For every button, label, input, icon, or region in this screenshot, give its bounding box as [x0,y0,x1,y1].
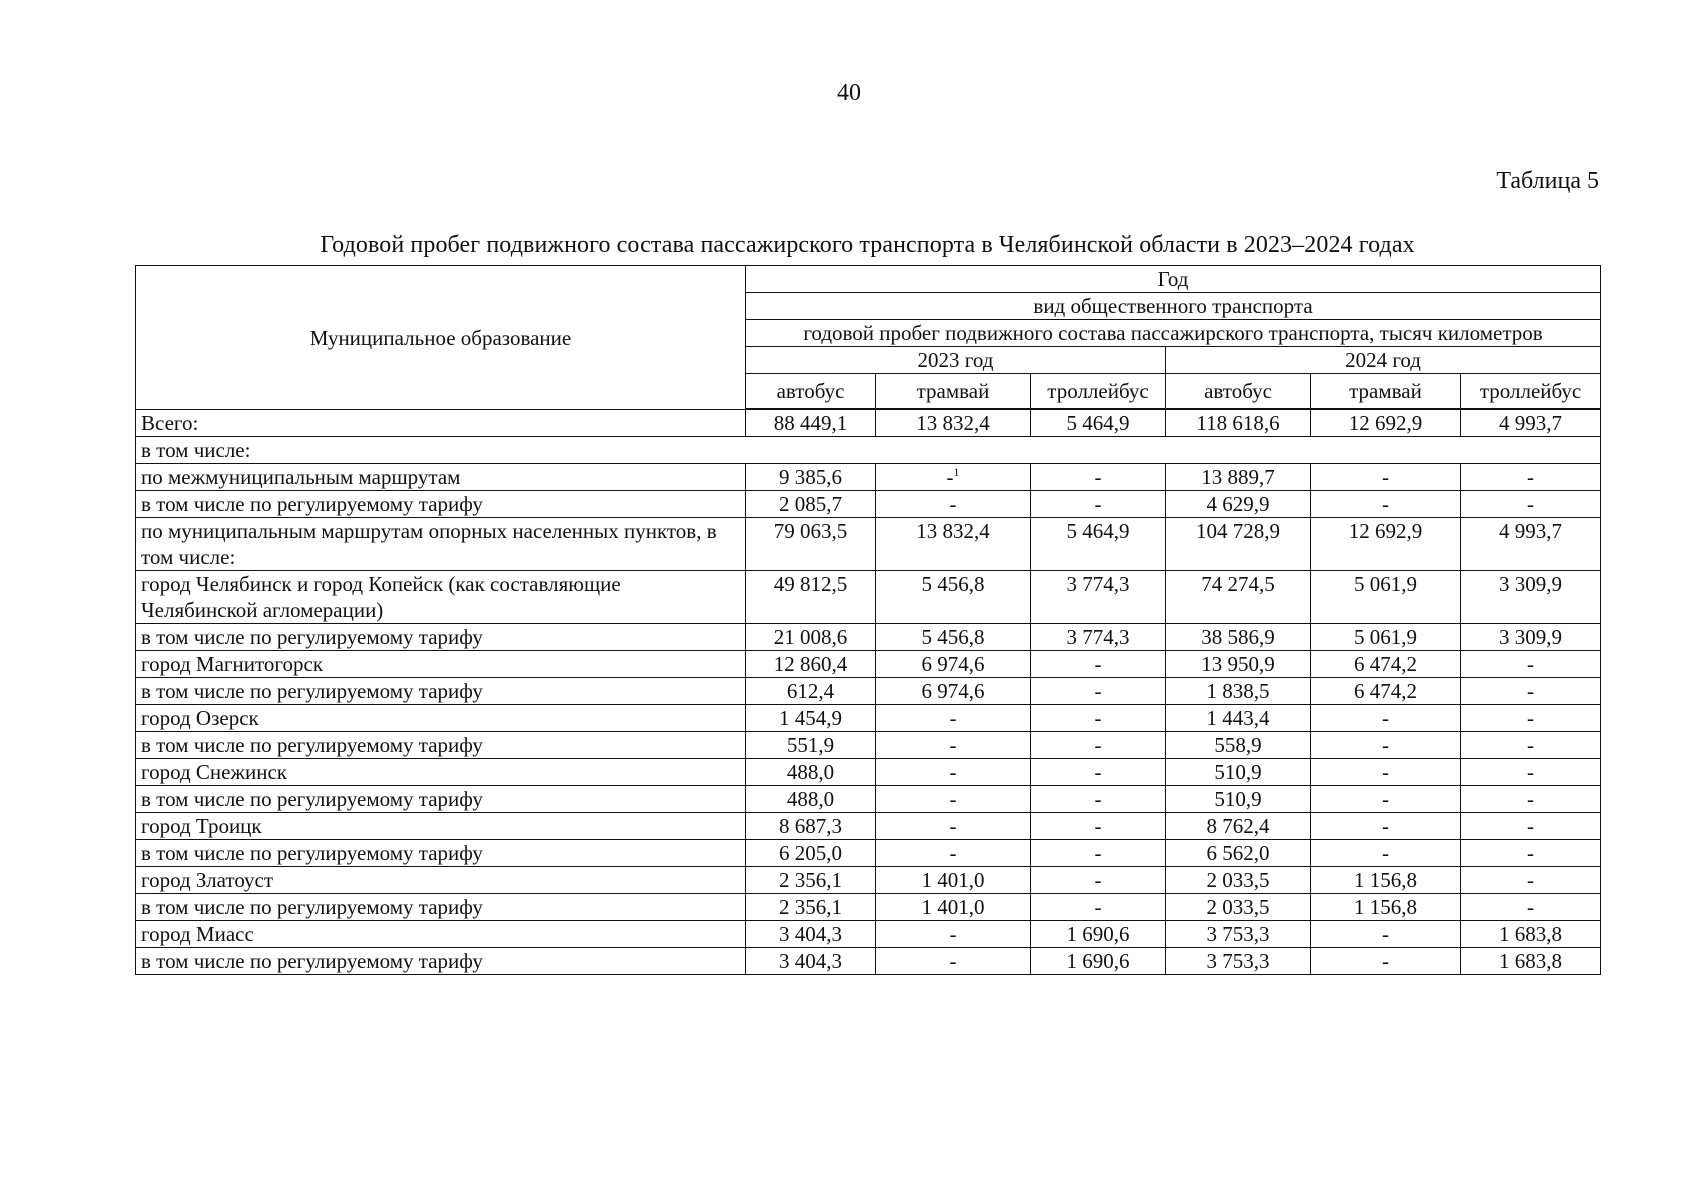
header-row-year [136,266,1601,293]
cell-value: - [1382,841,1389,865]
value-cell [876,705,1031,732]
cell-value: - [949,787,957,811]
value-cell [1461,921,1601,948]
table-row [136,678,1601,705]
cell-value: - [1527,760,1535,784]
table-row [136,491,1601,518]
value-cell [1031,410,1166,437]
cell-value: 612,4 [786,679,835,703]
value-cell [746,867,876,894]
value-cell [876,948,1031,975]
value-cell [876,678,1031,705]
row-label: город Снежинск [136,759,746,786]
cell-value: 6 562,0 [1206,841,1270,865]
cell-value: 510,9 [1214,760,1262,784]
cell-value: - [1382,706,1389,730]
cell-value: 1 690,6 [1066,922,1130,946]
value-cell [1461,410,1601,437]
cell-value: 3 774,3 [1066,625,1130,649]
table-label: Таблица 5 [1496,168,1599,194]
cell-value: - [1527,492,1535,516]
cell-value: 1 156,8 [1354,868,1417,892]
value-cell [1031,840,1166,867]
value-cell [876,491,1031,518]
cell-value: - [1527,679,1535,703]
cell-value: 118 618,6 [1196,411,1280,435]
cell-value: 8 762,4 [1206,814,1270,838]
value-cell [1461,491,1601,518]
cell-value: 558,9 [1214,733,1262,757]
cell-value: - [1527,841,1535,865]
value-cell [1461,678,1601,705]
cell-value: 38 586,9 [1201,625,1275,649]
cell-value: 6 474,2 [1354,652,1417,676]
cell-value: 1 683,8 [1499,922,1563,946]
cell-value: - [949,841,957,865]
value-cell [746,518,876,571]
cell-value: 1 156,8 [1354,895,1417,919]
value-cell [876,651,1031,678]
cell-value: 13 832,4 [916,411,990,435]
value-cell [1166,786,1311,813]
value-cell [746,705,876,732]
cell-value: - [1527,814,1535,838]
cell-value: - [1382,760,1389,784]
cell-value: 9 385,6 [779,465,842,489]
value-cell [876,571,1031,624]
cell-value: - [1094,841,1102,865]
value-cell [1031,813,1166,840]
value-cell [876,624,1031,651]
value-cell [746,840,876,867]
cell-value: 49 812,5 [773,572,848,596]
cell-value: 1 454,9 [779,706,842,730]
table-row [136,410,1601,437]
value-cell [1031,894,1166,921]
cell-value: 2 033,5 [1206,895,1270,919]
cell-value: 2 033,5 [1206,868,1270,892]
value-cell [876,840,1031,867]
value-cell [746,786,876,813]
cell-value: - [1382,733,1389,757]
header-vehicle-bus-2023: автобус [746,374,876,409]
value-cell [1166,491,1311,518]
cell-value: 6 974,6 [921,652,985,676]
value-cell [876,518,1031,571]
cell-value: 13 889,7 [1201,465,1275,489]
value-cell [1031,464,1166,491]
value-cell [1031,651,1166,678]
row-label: в том числе по регулируемому тарифу [136,840,746,867]
value-cell [1031,732,1166,759]
value-cell [1166,705,1311,732]
table-row [136,840,1601,867]
header-municipality: Муниципальное образование [136,266,746,410]
cell-value: - [1382,465,1389,489]
value-cell [1031,491,1166,518]
value-cell [1031,624,1166,651]
table-row [136,624,1601,651]
value-cell [1461,624,1601,651]
cell-value: - [1382,814,1389,838]
row-label: город Челябинск и город Копейск (как составляющие Челябинской агломерации) [136,571,746,624]
row-label: в том числе по регулируемому тарифу [136,624,746,651]
value-cell [876,759,1031,786]
section-row [136,437,1601,464]
header-transport-type: вид общественного транспорта [746,293,1601,320]
cell-value: 12 692,9 [1348,411,1423,435]
value-cell [876,786,1031,813]
value-cell [746,571,876,624]
cell-value: - [1382,787,1389,811]
table-row [136,571,1601,624]
value-cell [1461,840,1601,867]
value-cell [1166,894,1311,921]
value-cell [746,948,876,975]
cell-value: - [1382,922,1389,946]
cell-value: 4 993,7 [1499,411,1563,435]
row-label: Всего: [136,410,746,437]
value-cell [1461,948,1601,975]
value-cell [1311,759,1461,786]
cell-value: 4 993,7 [1499,519,1563,543]
value-cell [1461,759,1601,786]
cell-value: - [1527,895,1535,919]
cell-value: - [1527,465,1535,489]
value-cell [1031,948,1166,975]
table-row [136,732,1601,759]
cell-value: - [949,814,957,838]
value-cell [1311,894,1461,921]
table-row [136,651,1601,678]
table-title: Годовой пробег подвижного состава пассажирского транспорта в Челябинской области в 2023–2024 годах [320,232,1415,258]
cell-value: 5 464,9 [1066,519,1130,543]
cell-value: 104 728,9 [1196,519,1280,543]
cell-value: 13 832,4 [916,519,990,543]
header-vehicle-bus-2024: автобус [1166,374,1311,409]
row-label: город Троицк [136,813,746,840]
value-cell [876,921,1031,948]
cell-value: 3 753,3 [1206,922,1270,946]
value-cell [1166,732,1311,759]
value-cell [876,867,1031,894]
value-cell [1311,518,1461,571]
row-label: в том числе по регулируемому тарифу [136,894,746,921]
header-vehicle-tram-2023: трамвай [876,374,1031,409]
value-cell [1166,571,1311,624]
row-label: город Миасс [136,921,746,948]
cell-value: 488,0 [786,787,835,811]
cell-value: - [1382,492,1389,516]
table-row [136,948,1601,975]
row-label: в том числе по регулируемому тарифу [136,491,746,518]
cell-value: 1 443,4 [1206,706,1270,730]
row-label: город Магнитогорск [136,651,746,678]
value-cell [746,410,876,437]
cell-value: 1 401,0 [921,868,985,892]
value-cell [1461,732,1601,759]
mileage-table [135,265,1601,975]
value-cell [746,491,876,518]
cell-value: - [949,760,957,784]
value-cell [1311,705,1461,732]
cell-value: 2 356,1 [779,868,842,892]
cell-value: 1 690,6 [1066,949,1130,973]
value-cell [1311,921,1461,948]
cell-value: - [1527,706,1535,730]
value-cell [746,813,876,840]
cell-value: 1 683,8 [1499,949,1563,973]
value-cell [1031,518,1166,571]
cell-value: 5 464,9 [1066,411,1130,435]
value-cell [1031,705,1166,732]
table-row [136,759,1601,786]
header-vehicle-trolleybus-2023: троллейбус [1031,374,1166,409]
footnote-mark: 1 [953,465,960,479]
cell-value: - [1094,760,1102,784]
value-cell [1311,813,1461,840]
header-vehicle-trolleybus-2024: троллейбус [1461,374,1601,409]
cell-value: 551,9 [786,733,835,757]
value-cell [746,678,876,705]
value-cell [746,464,876,491]
row-label: в том числе по регулируемому тарифу [136,786,746,813]
value-cell [746,921,876,948]
value-cell [1311,678,1461,705]
cell-value: - [1094,814,1102,838]
cell-value: 6 474,2 [1354,679,1417,703]
cell-value: 1 838,5 [1206,679,1270,703]
table-row [136,705,1601,732]
cell-value: - [1094,465,1102,489]
cell-value: 13 950,9 [1201,652,1275,676]
row-label: город Златоуст [136,867,746,894]
value-cell [1461,464,1601,491]
header-year-2023: 2023 год [746,347,1166,374]
table-row [136,813,1601,840]
cell-value: 21 008,6 [773,625,848,649]
value-cell [1031,759,1166,786]
cell-value: - [946,465,954,489]
cell-value: 5 061,9 [1354,625,1417,649]
cell-value: 2 085,7 [779,492,842,516]
value-cell [1311,624,1461,651]
value-cell [746,894,876,921]
cell-value: - [949,706,957,730]
value-cell [1166,948,1311,975]
cell-value: 6 205,0 [779,841,842,865]
value-cell [1166,651,1311,678]
cell-value: - [1094,706,1102,730]
header-mileage: годовой пробег подвижного состава пассажирского транспорта, тысяч километров [746,320,1601,347]
value-cell [1461,813,1601,840]
cell-value: - [949,922,957,946]
cell-value: 12 860,4 [773,652,848,676]
cell-value: - [1527,733,1535,757]
cell-value: 3 309,9 [1499,572,1563,596]
cell-value: 3 404,3 [779,949,842,973]
cell-value: 5 456,8 [921,625,985,649]
value-cell [1311,410,1461,437]
row-label: в том числе по регулируемому тарифу [136,948,746,975]
cell-value: 4 629,9 [1206,492,1270,516]
value-cell [1031,867,1166,894]
value-cell [1166,518,1311,571]
cell-value: 74 274,5 [1201,572,1275,596]
value-cell [746,651,876,678]
row-label: город Озерск [136,705,746,732]
row-label: в том числе: [136,437,1601,464]
value-cell [1031,921,1166,948]
cell-value: - [1094,895,1102,919]
value-cell [1311,786,1461,813]
cell-value: - [949,949,957,973]
page-number: 40 [837,80,861,106]
cell-value: 3 753,3 [1206,949,1270,973]
value-cell [1311,491,1461,518]
value-cell [1031,786,1166,813]
table-row [136,921,1601,948]
cell-value: 1 401,0 [921,895,985,919]
value-cell [1461,786,1601,813]
cell-value: 5 061,9 [1354,572,1417,596]
header-vehicle-tram-2024: трамвай [1311,374,1461,409]
cell-value: 6 974,6 [921,679,985,703]
cell-value: - [1382,949,1389,973]
cell-value: 3 404,3 [779,922,842,946]
header-year: Год [746,266,1601,293]
value-cell [1166,867,1311,894]
value-cell [1461,571,1601,624]
value-cell [1461,651,1601,678]
value-cell [1311,948,1461,975]
cell-value: - [949,733,957,757]
table-row [136,867,1601,894]
value-cell [876,732,1031,759]
value-cell [1166,464,1311,491]
cell-value: 510,9 [1214,787,1262,811]
value-cell [1166,840,1311,867]
value-cell [876,894,1031,921]
row-label: по межмуниципальным маршрутам [136,464,746,491]
value-cell [746,732,876,759]
cell-value: - [1094,787,1102,811]
cell-value: 488,0 [786,760,835,784]
table-row [136,518,1601,571]
value-cell [746,624,876,651]
table-row [136,894,1601,921]
cell-value: 88 449,1 [773,411,848,435]
row-label: в том числе по регулируемому тарифу [136,678,746,705]
cell-value: - [1527,787,1535,811]
value-cell [1461,705,1601,732]
value-cell [1311,840,1461,867]
value-cell [1166,759,1311,786]
value-cell [1031,571,1166,624]
cell-value: - [1094,868,1102,892]
value-cell [1311,571,1461,624]
cell-value: - [1094,492,1102,516]
cell-value: 12 692,9 [1348,519,1423,543]
cell-value: - [949,492,957,516]
value-cell [1311,651,1461,678]
table-row [136,786,1601,813]
value-cell [746,759,876,786]
value-cell [1311,867,1461,894]
value-cell [1166,410,1311,437]
cell-value: 8 687,3 [779,814,842,838]
cell-value: 2 356,1 [779,895,842,919]
row-label: в том числе по регулируемому тарифу [136,732,746,759]
value-cell [1166,678,1311,705]
value-cell [1311,464,1461,491]
cell-value: - [1094,733,1102,757]
value-cell [876,813,1031,840]
value-cell [1166,813,1311,840]
table-body [136,266,1601,975]
cell-value: 79 063,5 [773,519,848,543]
value-cell [1166,921,1311,948]
cell-value: 3 309,9 [1499,625,1563,649]
cell-value: - [1094,652,1102,676]
value-cell [1461,867,1601,894]
cell-value: 3 774,3 [1066,572,1130,596]
value-cell [1461,894,1601,921]
cell-value: - [1527,868,1535,892]
value-cell [1166,624,1311,651]
cell-value: - [1527,652,1535,676]
value-cell [1461,518,1601,571]
value-cell [876,464,1031,491]
value-cell [1311,732,1461,759]
value-cell [876,410,1031,437]
header-year-2024: 2024 год [1166,347,1601,374]
table-row [136,464,1601,491]
cell-value: 5 456,8 [921,572,985,596]
cell-value: - [1094,679,1102,703]
value-cell [1031,678,1166,705]
row-label: по муниципальным маршрутам опорных населенных пунктов, в том числе: [136,518,746,571]
